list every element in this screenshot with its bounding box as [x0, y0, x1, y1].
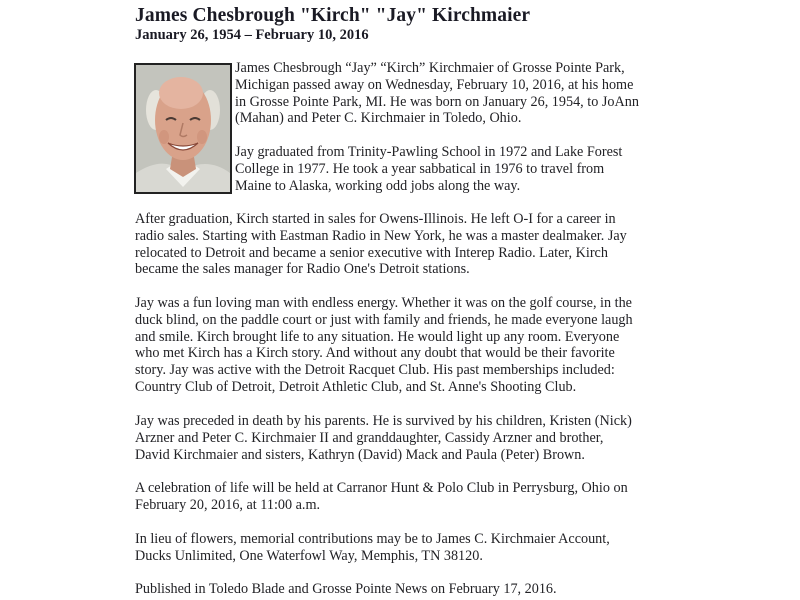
paragraph-intro [235, 60, 639, 127]
text-line: Michigan passed away on Wednesday, February 10, 2016, at his home [235, 76, 634, 93]
text-line: Country Club of Detroit, Detroit Athletic Club, and St. Anne's Shooting Club. [135, 378, 577, 395]
text-line: James Chesbrough “Jay” “Kirch” Kirchmaier of Grosse Pointe Park, [235, 60, 625, 76]
text-line: became the sales manager for Radio One's Detroit stations. [135, 261, 470, 278]
portrait-illustration [136, 65, 230, 192]
paragraph-personality [135, 295, 633, 396]
paragraph-career [135, 211, 627, 278]
text-line: February 20, 2016, at 11:00 a.m. [135, 496, 321, 513]
text-line: David Kirchmaier and sisters, Kathryn (David) Mack and Paula (Peter) Brown. [135, 446, 585, 463]
text-line: and smile. Kirch brought life to any situation. He would light up any room. Everyone [135, 328, 620, 345]
life-dates: January 26, 1954 – February 10, 2016 [135, 27, 369, 43]
text-line: radio sales. Starting with Eastman Radio in New York, he was a master dealmaker. Jay [135, 227, 627, 244]
text-line: duck blind, on the paddle court or just with family and friends, he made everyone laugh [135, 311, 633, 328]
paragraph-survivors [135, 413, 632, 463]
text-line: Jay was a fun loving man with endless energy. Whether it was on the golf course, in the [135, 295, 632, 311]
text-line: College in 1977. He took a year sabbatical in 1976 to travel from [235, 160, 605, 177]
paragraph-memorial [135, 531, 610, 565]
text-line: Jay graduated from Trinity-Pawling School in 1972 and Lake Forest [235, 144, 623, 160]
portrait-photo [134, 63, 232, 194]
text-line: who met Kirch has a Kirch story. And without any doubt that would be their favorite [135, 345, 615, 362]
text-line: Jay was preceded in death by his parents. He is survived by his children, Kristen (Nick) [135, 413, 632, 429]
page-title: James Chesbrough "Kirch" "Jay" Kirchmaier [135, 5, 531, 26]
text-line: (Mahan) and Peter C. Kirchmaier in Toledo, Ohio. [235, 110, 522, 127]
text-line: A celebration of life will be held at Carranor Hunt & Polo Club in Perrysburg, Ohio on [135, 480, 628, 496]
paragraph-celebration [135, 480, 628, 514]
text-line: story. Jay was active with the Detroit Racquet Club. His past memberships included: [135, 362, 615, 379]
text-line: After graduation, Kirch started in sales for Owens-Illinois. He left O-I for a career in [135, 211, 616, 227]
text-line: Ducks Unlimited, One Waterfowl Way, Memphis, TN 38120. [135, 547, 483, 564]
paragraph-publication [135, 581, 557, 598]
text-line: Maine to Alaska, working odd jobs along the way. [235, 177, 521, 194]
text-line: Arzner and Peter C. Kirchmaier II and granddaughter, Cassidy Arzner and brother, [135, 429, 604, 446]
text-line: In lieu of flowers, memorial contributions may be to James C. Kirchmaier Account, [135, 531, 610, 547]
paragraph-education [235, 144, 622, 194]
text-line: Published in Toledo Blade and Grosse Pointe News on February 17, 2016. [135, 581, 557, 597]
text-line: relocated to Detroit and became a senior executive with Interep Radio. Later, Kirch [135, 244, 608, 261]
text-line: in Grosse Pointe Park, MI. He was born on January 26, 1954, to JoAnn [235, 93, 639, 110]
